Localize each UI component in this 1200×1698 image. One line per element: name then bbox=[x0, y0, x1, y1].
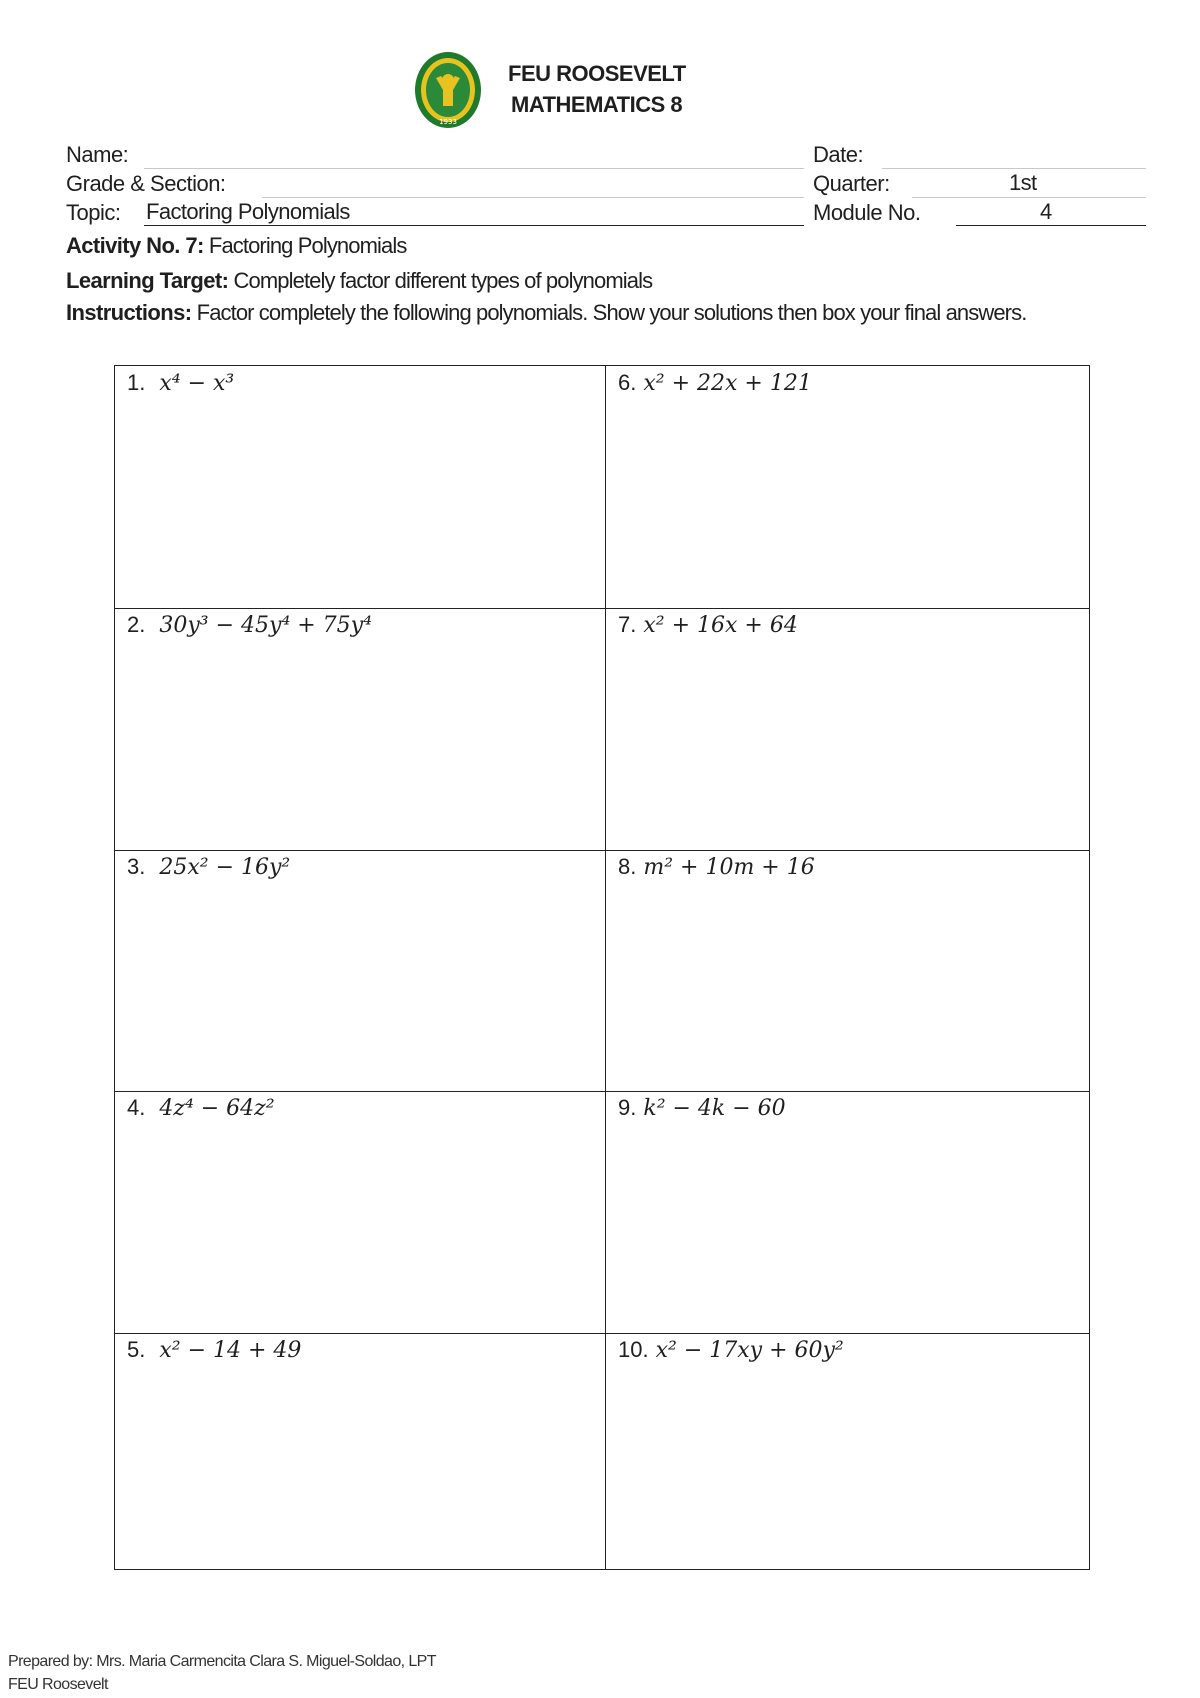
quarter-value: 1st bbox=[1009, 170, 1037, 195]
problem-expression: m² + 10m + 16 bbox=[643, 855, 815, 880]
module-field[interactable] bbox=[956, 225, 1146, 226]
footer-school: FEU Roosevelt bbox=[8, 1676, 108, 1693]
grid-divider bbox=[115, 850, 1089, 851]
problem-expression: 4z⁴ − 64z² bbox=[159, 1096, 275, 1121]
problem-6[interactable] bbox=[618, 370, 812, 396]
problem-number: 2. bbox=[127, 612, 146, 637]
school-seal-icon bbox=[413, 50, 483, 130]
problem-number: 9. bbox=[618, 1095, 637, 1120]
problem-expression: x² − 14 + 49 bbox=[159, 1338, 302, 1363]
problem-number: 5. bbox=[127, 1337, 146, 1362]
grid-divider bbox=[115, 608, 1089, 609]
problem-5[interactable] bbox=[127, 1337, 301, 1363]
problem-number: 1. bbox=[127, 370, 146, 395]
problem-expression: 30y³ − 45y⁴ + 75y⁴ bbox=[159, 613, 372, 638]
quarter-field[interactable] bbox=[912, 197, 1146, 198]
module-value: 4 bbox=[1040, 199, 1052, 224]
problem-7[interactable] bbox=[618, 612, 798, 638]
activity-title: Factoring Polynomials bbox=[203, 233, 407, 258]
problem-number: 8. bbox=[618, 854, 637, 879]
name-label: Name: bbox=[66, 142, 129, 167]
quarter-label: Quarter: bbox=[813, 171, 890, 196]
grid-divider-vertical bbox=[605, 366, 606, 1569]
school-header bbox=[508, 58, 686, 120]
problem-3[interactable] bbox=[127, 854, 290, 880]
activity-line bbox=[66, 233, 406, 259]
grade-section-label: Grade & Section: bbox=[66, 171, 226, 196]
instructions-text: Factor completely the following polynomials. Show your solutions then box your final answers. bbox=[191, 300, 1027, 325]
problem-2[interactable] bbox=[127, 612, 372, 638]
date-field[interactable] bbox=[882, 168, 1146, 169]
problem-10[interactable] bbox=[618, 1337, 844, 1363]
topic-value: Factoring Polynomials bbox=[146, 199, 350, 224]
topic-label: Topic: bbox=[66, 200, 121, 225]
problem-expression: k² − 4k − 60 bbox=[643, 1096, 786, 1121]
learning-target-text: Completely factor different types of polynomials bbox=[228, 268, 653, 293]
problem-expression: x² + 22x + 121 bbox=[643, 371, 812, 396]
problem-8[interactable] bbox=[618, 854, 815, 880]
grade-section-field[interactable] bbox=[262, 197, 804, 198]
problem-9[interactable] bbox=[618, 1095, 786, 1121]
problem-expression: x² − 17xy + 60y² bbox=[655, 1338, 844, 1363]
activity-label: Activity No. 7: bbox=[66, 233, 204, 258]
problem-number: 3. bbox=[127, 854, 146, 879]
problem-number: 10. bbox=[618, 1337, 649, 1362]
topic-field[interactable] bbox=[144, 225, 804, 226]
instructions-label: Instructions: bbox=[66, 300, 192, 325]
prepared-by: Prepared by: Mrs. Maria Carmencita Clara S. Miguel-Soldao, LPT bbox=[8, 1653, 436, 1670]
subject-name: MATHEMATICS 8 bbox=[511, 92, 683, 117]
instructions-line bbox=[66, 300, 1026, 326]
problem-number: 4. bbox=[127, 1095, 146, 1120]
problem-1[interactable] bbox=[127, 370, 234, 396]
learning-target-label: Learning Target: bbox=[66, 268, 229, 293]
problem-number: 6. bbox=[618, 370, 637, 395]
school-name: FEU ROOSEVELT bbox=[508, 61, 686, 86]
date-label: Date: bbox=[813, 142, 864, 167]
problems-grid bbox=[114, 365, 1090, 1570]
problem-expression: 25x² − 16y² bbox=[159, 855, 291, 880]
problem-expression: x⁴ − x³ bbox=[159, 371, 235, 396]
svg-text:1933: 1933 bbox=[439, 118, 457, 126]
grid-divider bbox=[115, 1091, 1089, 1092]
footer bbox=[8, 1650, 436, 1696]
problem-number: 7. bbox=[618, 612, 637, 637]
problem-expression: x² + 16x + 64 bbox=[643, 613, 798, 638]
grid-divider bbox=[115, 1333, 1089, 1334]
module-label: Module No. bbox=[813, 200, 921, 225]
name-field[interactable] bbox=[144, 168, 804, 169]
learning-target-line bbox=[66, 268, 652, 294]
problem-4[interactable] bbox=[127, 1095, 275, 1121]
